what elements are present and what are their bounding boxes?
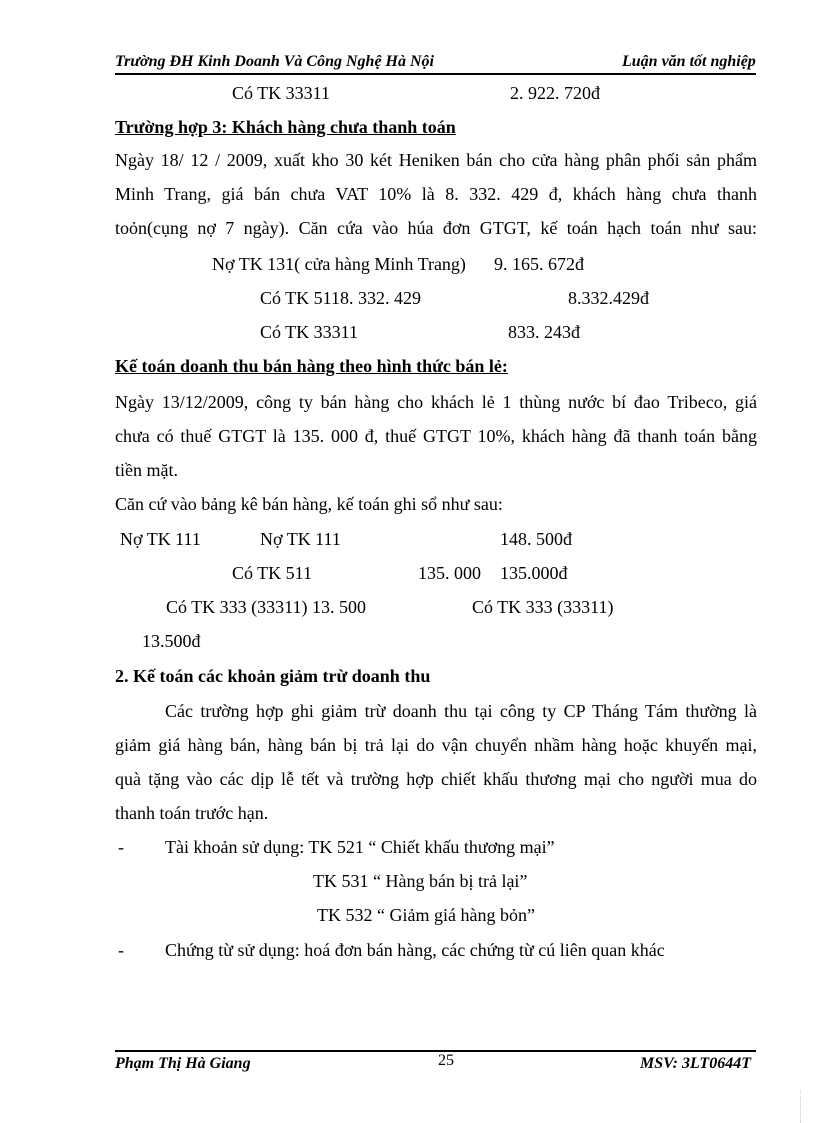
header-thesis: Luận văn tốt nghiệp: [622, 53, 756, 70]
bullet-dash: -: [118, 837, 124, 857]
account-531: TK 531 “ Hàng bán bị trả lại”: [313, 871, 528, 891]
retail-line: Ngày 13/12/2009, công ty bán hàng cho khách lẻ 1 thùng nước bí đao Tribeco, giá: [115, 392, 757, 412]
case3-line: Minh Trang, giá bán chưa VAT 10% là 8. 332. 429 đ, khách hàng chưa thanh: [115, 184, 757, 204]
retail-row2-col1: Có TK 511: [232, 563, 313, 583]
section2-heading: 2. Kế toán các khoản giảm trừ doanh thu: [115, 666, 431, 686]
section2-line: thanh toán trước hạn.: [115, 803, 269, 823]
account-532: TK 532 “ Giảm giá hàng bỏn”: [317, 905, 535, 925]
bullet-dash: -: [118, 940, 124, 960]
retail-row4-col1: 13.500đ: [142, 631, 201, 651]
retail-row1-col2: Nợ TK 111: [260, 529, 341, 549]
documents-used: Chứng từ sử dụng: hoá đơn bán hàng, các chứng từ cú liên quan khác: [165, 940, 665, 960]
case3-line: Ngày 18/ 12 / 2009, xuất kho 30 két Heniken bán cho cửa hàng phân phối sản phẩm: [115, 150, 757, 170]
accounts-used: Tài khoản sử dụng: TK 521 “ Chiết khấu thương mại”: [165, 837, 555, 857]
retail-line: tiền mặt.: [115, 460, 178, 480]
case3-entry3-amount: 833. 243đ: [508, 322, 580, 342]
case3-entry2-account: Có TK 5118. 332. 429: [260, 288, 422, 308]
footer-student-id: MSV: 3LT0644T: [640, 1055, 751, 1072]
section2-line: Các trường hợp ghi giảm trừ doanh thu tại công ty CP Tháng Tám thường là: [165, 701, 757, 721]
retail-row1-col1: Nợ TK 111: [120, 529, 201, 549]
page-edge-marker: [800, 1090, 801, 1123]
case3-entry1-amount: 9. 165. 672đ: [494, 254, 584, 274]
section2-line: giảm giá hàng bán, hàng bán bị trả lại do vận chuyển nhầm hàng hoặc khuyến mại,: [115, 735, 757, 755]
retail-heading: Kế toán doanh thu bán hàng theo hình thức bán lẻ:: [115, 356, 508, 376]
section2-line: quà tặng vào các dịp lễ tết và trường hợp chiết khấu thương mại cho người mua do: [115, 769, 757, 789]
case3-entry3-account: Có TK 33311: [260, 322, 359, 342]
page-number: 25: [438, 1052, 454, 1069]
footer-author: Phạm Thị Hà Giang: [115, 1055, 251, 1072]
top-entry-amount: 2. 922. 720đ: [510, 83, 600, 103]
retail-row2-col3: 135.000đ: [500, 563, 568, 583]
case3-entry2-amount: 8.332.429đ: [568, 288, 649, 308]
case3-line: toỏn(cụng nợ 7 ngày). Căn cứa vào húa đơn GTGT, kế toán hạch toán như sau:: [115, 218, 757, 238]
top-entry-account: Có TK 33311: [232, 83, 331, 103]
retail-row3-col1: Có TK 333 (33311) 13. 500: [166, 597, 366, 617]
case3-heading: Trường hợp 3: Khách hàng chưa thanh toán: [115, 117, 456, 137]
header-school: Trường ĐH Kinh Doanh Và Công Nghệ Hà Nội: [115, 53, 434, 70]
retail-row3-col2: Có TK 333 (33311): [472, 597, 614, 617]
retail-line: chưa có thuế GTGT là 135. 000 đ, thuế GTGT 10%, khách hàng đã thanh toán bằng: [115, 426, 757, 446]
retail-row2-col2: 135. 000: [418, 563, 481, 583]
retail-line: Căn cứ vào bảng kê bán hàng, kế toán ghi sổ như sau:: [115, 494, 503, 514]
footer-rule: [115, 1050, 756, 1052]
case3-entry1-account: Nợ TK 131( cửa hàng Minh Trang): [212, 254, 466, 274]
header-rule: [115, 73, 756, 75]
retail-row1-col3: 148. 500đ: [500, 529, 572, 549]
